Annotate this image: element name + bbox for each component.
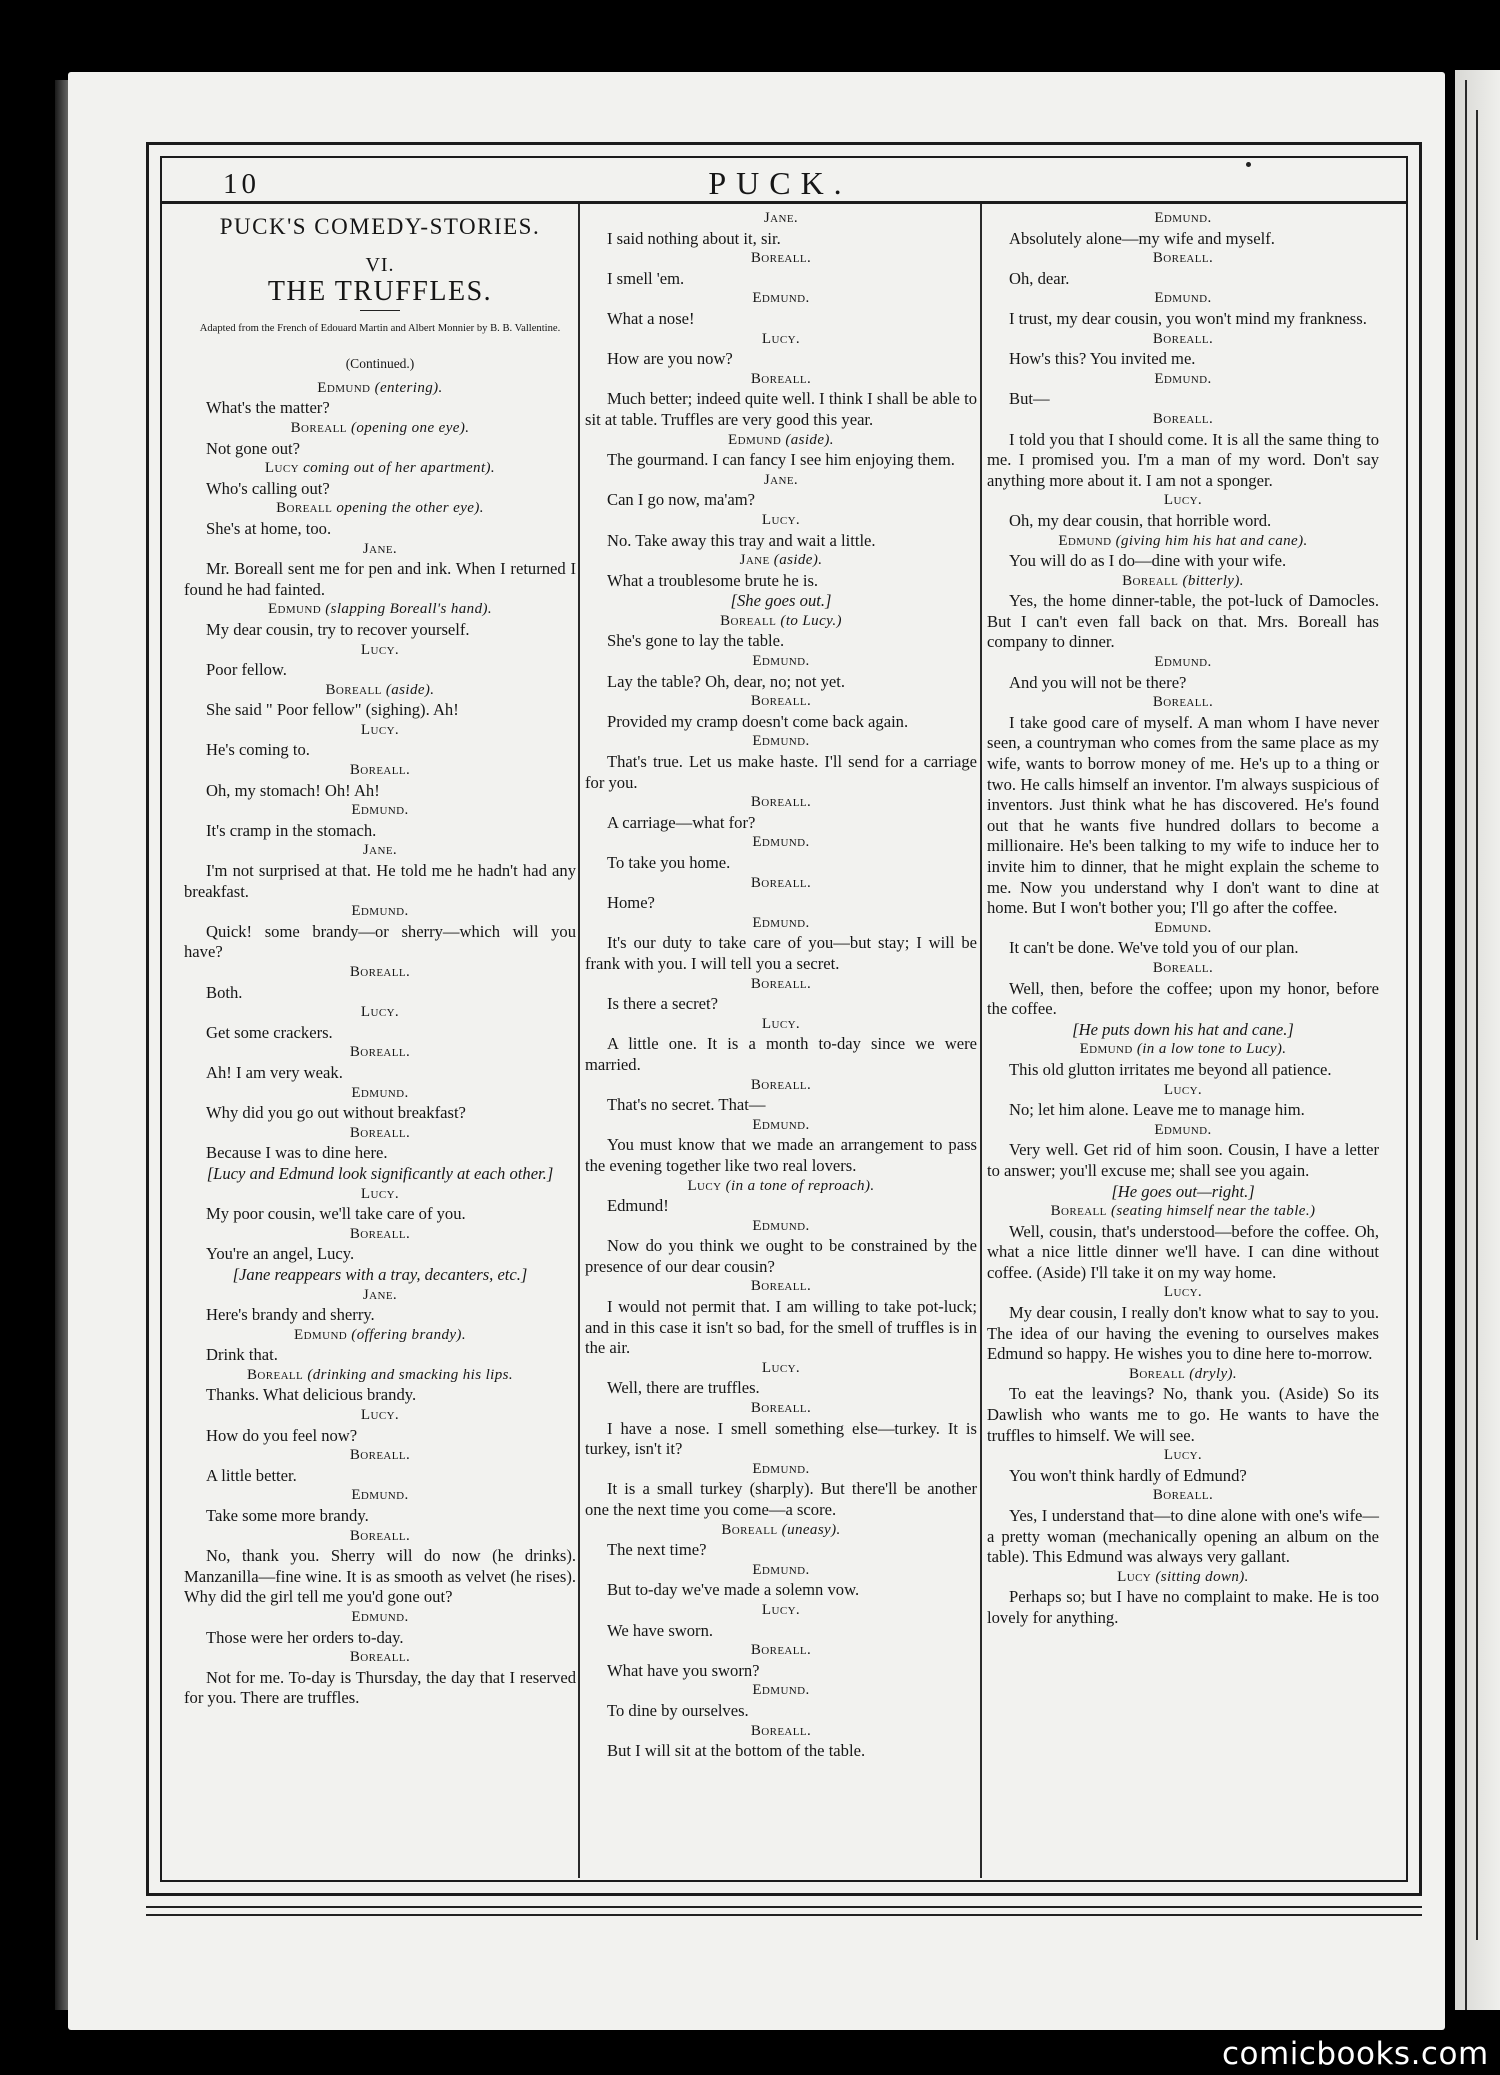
speaker-name: Edmund <box>728 431 782 448</box>
speaker-heading <box>987 1040 1379 1060</box>
speaker-heading <box>585 732 977 752</box>
speaker-name: Edmund. <box>752 1217 810 1234</box>
speaker-heading <box>184 1406 576 1426</box>
dialogue-line: Well, there are truffles. <box>607 1378 760 1398</box>
speaker-heading <box>585 1015 977 1035</box>
speaker-name: Lucy. <box>761 330 801 347</box>
speaker-heading <box>987 1446 1379 1466</box>
speaker-name: Boreall. <box>750 250 812 267</box>
speaker-name: Edmund. <box>752 1460 810 1477</box>
stage-note: [She goes out.] <box>730 591 832 611</box>
speaker-name: Boreall. <box>1152 959 1214 976</box>
speaker-name: Boreall. <box>750 874 812 891</box>
speaker-name: Boreall. <box>750 1722 812 1739</box>
speaker-heading <box>987 249 1379 269</box>
dialogue-line: A little one. It is a month to-day since we were married. <box>585 1034 977 1074</box>
speaker-name: Boreall. <box>750 975 812 992</box>
speaker-heading <box>585 692 977 712</box>
speaker-heading <box>585 652 977 672</box>
speaker-heading <box>184 641 576 661</box>
speaker-heading <box>184 1446 576 1466</box>
bottom-rule <box>146 1906 1422 1908</box>
speaker-heading <box>585 1601 977 1621</box>
dialogue-line: It is a small turkey (sharply). But there'll be another one the next time you come—a score. <box>585 1479 977 1519</box>
stage-direction: opening the other eye). <box>336 500 484 517</box>
masthead-title: PUCK. <box>708 165 852 201</box>
dialogue-line: Yes, the home dinner-table, the pot-luck of Damocles. But I can't even fall back on that. Mrs. Boreall has company to dinner. <box>987 591 1379 652</box>
speaker-heading <box>987 532 1379 552</box>
speaker-heading <box>585 1116 977 1136</box>
continued-label: (Continued.) <box>345 356 415 372</box>
stage-note: [He puts down his hat and cane.] <box>1072 1019 1294 1039</box>
speaker-heading <box>987 1202 1379 1222</box>
speaker-name: Edmund. <box>752 834 810 851</box>
speaker-name: Jane. <box>763 210 799 226</box>
dialogue-line: You must know that we made an arrangement to pass the evening together like two real lovers. <box>585 1135 977 1175</box>
speaker-name: Lucy. <box>360 641 400 658</box>
speaker-heading <box>585 793 977 813</box>
speaker-heading <box>585 1217 977 1237</box>
speaker-name: Edmund. <box>1154 1121 1212 1138</box>
speaker-name: Edmund. <box>752 290 810 307</box>
speaker-heading <box>987 289 1379 309</box>
dialogue-line: She's gone to lay the table. <box>607 631 785 651</box>
speaker-heading <box>987 330 1379 350</box>
speaker-heading <box>987 919 1379 939</box>
dialogue-line: I would not permit that. I am willing to take pot-luck; and in this case it isn't so bad, for the smell of truffles is in the air. <box>585 1297 977 1358</box>
dialogue-line: A little better. <box>206 1465 297 1485</box>
dialogue-line: Much better; indeed quite well. I think I shall be able to sit at table. Truffles are very good this year. <box>585 389 977 429</box>
speaker-heading <box>585 1681 977 1701</box>
dialogue-line: Poor fellow. <box>206 660 287 680</box>
speaker-heading <box>184 902 576 922</box>
speaker-name: Boreall <box>325 681 382 698</box>
speaker-name: Boreall. <box>349 1527 411 1544</box>
dialogue-line: Absolutely alone—my wife and myself. <box>1009 228 1275 248</box>
dialogue-line: Take some more brandy. <box>206 1506 369 1526</box>
speaker-heading <box>184 1648 576 1668</box>
speaker-name: Boreall. <box>750 1400 812 1417</box>
speaker-heading <box>184 1326 576 1346</box>
dialogue-line: I have a nose. I smell something else—turkey. It is turkey, isn't it? <box>585 1418 977 1459</box>
page-number: 10 <box>223 168 260 200</box>
speaker-heading <box>987 572 1379 592</box>
dialogue-line: Oh, my dear cousin, that horrible word. <box>1009 510 1272 530</box>
speaker-name: Boreall <box>720 612 777 629</box>
speaker-heading <box>184 1286 576 1306</box>
speaker-name: Edmund <box>317 379 371 396</box>
dialogue-line: I smell 'em. <box>607 268 685 288</box>
speaker-heading <box>585 1641 977 1661</box>
speaker-heading <box>585 874 977 894</box>
speaker-name: Boreall. <box>1152 1487 1214 1504</box>
speaker-name: Lucy. <box>360 1407 400 1424</box>
speaker-name: Boreall. <box>349 1649 411 1666</box>
dialogue-line: You will do as I do—dine with your wife. <box>1009 551 1287 571</box>
dialogue-line: Perhaps so; but I have no complaint to make. He is too lovely for anything. <box>987 1587 1379 1627</box>
text-column-3 <box>987 209 1379 1629</box>
facing-page-rule <box>1476 110 1478 1940</box>
dialogue-line: Not gone out? <box>206 438 301 458</box>
speaker-heading <box>585 431 977 451</box>
dialogue-line: How are you now? <box>607 349 733 369</box>
speaker-heading <box>184 761 576 781</box>
speaker-heading <box>987 1365 1379 1385</box>
dialogue-line: Very well. Get rid of him soon. Cousin, I have a letter to answer; you'll excuse me; shall see you again. <box>987 1140 1379 1180</box>
speaker-heading <box>184 1043 576 1063</box>
speaker-name: Boreall. <box>1152 250 1214 267</box>
speaker-heading <box>987 410 1379 430</box>
stage-direction: (drinking and smacking his lips. <box>307 1366 514 1383</box>
speaker-name: Edmund. <box>351 802 409 819</box>
speaker-heading <box>184 1084 576 1104</box>
speaker-name: Edmund <box>1058 532 1112 549</box>
speaker-heading <box>184 841 576 861</box>
speaker-name: Edmund <box>267 601 322 618</box>
dialogue-line: It's cramp in the stomach. <box>206 820 377 840</box>
speaker-name: Boreall <box>721 1521 778 1538</box>
speaker-heading <box>987 491 1379 511</box>
speaker-name: Lucy <box>1117 1568 1152 1585</box>
speaker-heading <box>987 693 1379 713</box>
speaker-heading <box>184 1003 576 1023</box>
speaker-name: Edmund. <box>1154 370 1212 387</box>
dialogue-line: But to-day we've made a solemn vow. <box>607 1580 860 1600</box>
stage-direction: (aside). <box>773 552 823 569</box>
speaker-heading <box>585 1460 977 1480</box>
speaker-heading <box>987 1121 1379 1141</box>
dialogue-line: Why did you go out without breakfast? <box>206 1103 466 1123</box>
print-speck <box>1246 162 1251 167</box>
dialogue-line: My dear cousin, try to recover yourself. <box>206 619 470 639</box>
speaker-name: Boreall. <box>349 762 411 779</box>
speaker-name: Lucy. <box>1163 1081 1203 1098</box>
speaker-heading <box>987 959 1379 979</box>
speaker-heading <box>987 653 1379 673</box>
dialogue-line: Home? <box>607 893 655 913</box>
dialogue-line: And you will not be there? <box>1009 672 1187 692</box>
dialogue-line: You won't think hardly of Edmund? <box>1009 1465 1247 1485</box>
speaker-name: Edmund. <box>1154 210 1212 226</box>
text-column-2 <box>585 209 977 1762</box>
speaker-name: Edmund. <box>752 1116 810 1133</box>
dialogue-line: What's the matter? <box>206 398 330 418</box>
dialogue-line: He's coming to. <box>206 740 310 760</box>
speaker-name: Jane. <box>763 471 799 488</box>
speaker-heading <box>184 499 576 519</box>
speaker-heading <box>184 459 576 479</box>
dialogue-line: But I will sit at the bottom of the table. <box>607 1741 866 1761</box>
speaker-name: Edmund. <box>752 1682 810 1699</box>
dialogue-line: She said " Poor fellow" (sighing). Ah! <box>206 700 459 720</box>
speaker-name: Jane. <box>362 1286 398 1303</box>
stage-direction: (entering). <box>374 379 443 396</box>
speaker-name: Edmund. <box>351 1609 409 1625</box>
speaker-name: Lucy. <box>360 721 400 738</box>
speaker-name: Boreall. <box>750 1278 812 1295</box>
dialogue-line: Thanks. What delicious brandy. <box>206 1385 417 1405</box>
speaker-heading <box>585 975 977 995</box>
speaker-name: Boreall. <box>349 1124 411 1141</box>
speaker-name: Boreall. <box>750 693 812 710</box>
dialogue-line: How do you feel now? <box>206 1425 358 1445</box>
speaker-heading <box>585 289 977 309</box>
speaker-name: Edmund. <box>752 733 810 750</box>
dialogue-line: How's this? You invited me. <box>1009 349 1196 369</box>
speaker-heading <box>987 370 1379 390</box>
speaker-heading <box>585 209 977 229</box>
speaker-name: Jane. <box>362 540 398 557</box>
speaker-name: Edmund. <box>351 1487 409 1504</box>
speaker-heading <box>184 1185 576 1205</box>
stage-direction: (aside). <box>785 431 834 448</box>
speaker-heading <box>987 1568 1379 1588</box>
dialogue-line: I said nothing about it, sir. <box>607 228 781 248</box>
speaker-heading <box>184 540 576 560</box>
adaptation-credit: Adapted from the French of Edouard Martin and Albert Monnier by B. B. Vallentine. <box>199 323 561 335</box>
speaker-name: Jane <box>739 552 770 569</box>
text-column-1 <box>184 209 576 1709</box>
dialogue-line: Because I was to dine here. <box>206 1143 388 1163</box>
stage-direction: (sitting down). <box>1155 1568 1249 1585</box>
speaker-heading <box>585 1076 977 1096</box>
speaker-heading <box>585 1277 977 1297</box>
speaker-name: Edmund. <box>351 903 409 920</box>
dialogue-line: Well, cousin, that's understood—before the coffee. Oh, what a nice little dinner we'll have. I can dine without coffee. (Aside) I'll take it on my way home. <box>987 1221 1379 1282</box>
dialogue-line: This old glutton irritates me beyond all patience. <box>1009 1059 1332 1079</box>
dialogue-line: I'm not surprised at that. He told me he hadn't had any breakfast. <box>184 861 576 901</box>
speaker-heading <box>585 1561 977 1581</box>
column-rule <box>980 204 982 1878</box>
speaker-name: Edmund. <box>752 914 810 931</box>
dialogue-line: Get some crackers. <box>206 1022 333 1042</box>
speaker-heading <box>184 1225 576 1245</box>
speaker-name: Boreall. <box>349 1225 411 1242</box>
speaker-name: Edmund. <box>1154 919 1212 936</box>
speaker-name: Edmund. <box>1154 654 1212 671</box>
dialogue-line: Both. <box>206 982 243 1002</box>
stage-note: [Jane reappears with a tray, decanters, etc.] <box>232 1264 528 1284</box>
stage-direction: (bitterly). <box>1182 572 1244 589</box>
stage-direction: (in a tone of reproach). <box>725 1177 875 1194</box>
speaker-name: Boreall. <box>1152 694 1214 711</box>
dialogue-line: We have sworn. <box>607 1620 714 1640</box>
stage-note: [Lucy and Edmund look significantly at each other.] <box>206 1163 554 1183</box>
speaker-name: Boreall. <box>1152 330 1214 347</box>
dialogue-line: Can I go now, ma'am? <box>607 490 755 510</box>
speaker-name: Edmund. <box>351 1084 409 1101</box>
series-title: PUCK'S COMEDY-STORIES. <box>219 214 541 239</box>
speaker-name: Lucy <box>264 460 299 477</box>
speaker-heading <box>184 1124 576 1144</box>
dialogue-line: My poor cousin, we'll take care of you. <box>206 1204 466 1224</box>
dialogue-line: Yes, I understand that—to dine alone with one's wife—a pretty woman (mechanically opening an album on the table). This Edmund was always very gallant. <box>987 1506 1379 1567</box>
facing-page-rule <box>1465 80 1467 2010</box>
speaker-name: Boreall. <box>750 1642 812 1659</box>
dialogue-line: The gourmand. I can fancy I see him enjoying them. <box>607 450 955 470</box>
speaker-heading <box>184 1608 576 1628</box>
speaker-name: Lucy. <box>360 1004 400 1021</box>
stage-direction: (dryly). <box>1189 1365 1238 1382</box>
speaker-name: Boreall. <box>750 370 812 387</box>
dialogue-line: It can't be done. We've told you of our plan. <box>1009 938 1299 958</box>
dialogue-line: Not for me. To-day is Thursday, the day that I reserved for you. There are truffles. <box>184 1667 576 1708</box>
speaker-heading <box>184 600 576 620</box>
speaker-heading <box>585 551 977 571</box>
column-rule <box>578 204 580 1878</box>
speaker-heading <box>987 1081 1379 1101</box>
speaker-heading <box>987 209 1379 229</box>
speaker-name: Lucy. <box>360 1185 400 1202</box>
speaker-heading <box>184 681 576 701</box>
dialogue-line: Mr. Boreall sent me for pen and ink. When I returned I found he had fainted. <box>184 559 576 599</box>
dialogue-line: A carriage—what for? <box>607 812 756 832</box>
speaker-heading <box>585 914 977 934</box>
speaker-heading <box>184 721 576 741</box>
speaker-heading <box>585 330 977 350</box>
speaker-heading <box>585 471 977 491</box>
stage-direction: (giving him his hat and cane). <box>1115 532 1308 549</box>
dialogue-line: My dear cousin, I really don't know what to say to you. The idea of our having the evening to ourselves makes Edmund so happy. He wishes you to dine here to-morrow. <box>987 1303 1379 1364</box>
title-rule <box>360 310 400 311</box>
speaker-name: Edmund. <box>752 653 810 670</box>
stage-direction: (slapping Boreall's hand). <box>325 601 493 618</box>
stage-direction: (in a low tone to Lucy). <box>1136 1041 1287 1058</box>
stage-direction: (offering brandy). <box>351 1326 466 1343</box>
dialogue-line: You're an angel, Lucy. <box>206 1244 355 1264</box>
dialogue-line: To dine by ourselves. <box>607 1700 749 1720</box>
dialogue-line: Provided my cramp doesn't come back again. <box>607 711 909 731</box>
dialogue-line: That's no secret. That— <box>607 1095 766 1115</box>
dialogue-line: No. Take away this tray and wait a little. <box>607 530 876 550</box>
site-watermark: comicbooks.com <box>1222 2036 1489 2072</box>
dialogue-line: To take you home. <box>607 853 731 872</box>
speaker-name: Boreall <box>246 1366 304 1383</box>
speaker-name: Edmund. <box>1154 290 1212 307</box>
stage-direction: (uneasy). <box>781 1521 841 1538</box>
speaker-name: Boreall. <box>750 794 812 811</box>
dialogue-line: Drink that. <box>206 1345 278 1365</box>
dialogue-line: It's our duty to take care of you—but stay; I will be frank with you. I will tell you a secret. <box>585 933 977 973</box>
speaker-heading <box>585 511 977 531</box>
stage-direction: coming out of her apartment). <box>303 460 496 477</box>
speaker-heading <box>585 833 977 853</box>
speaker-name: Boreall. <box>349 1044 411 1061</box>
speaker-name: Boreall <box>290 419 347 436</box>
speaker-heading <box>184 1527 576 1547</box>
dialogue-line: I take good care of myself. A man whom I have never seen, a countryman who comes from the same place as my wife, wants to borrow money of me. He's up to a thing or two. He calls himself an inventor. I'm always suspicious of inventors. Just think what he has discovered. He's found out that he wants five hundred dollars to become a millionaire. He's been talking to my wife to induce her to invite him to dinner, that he might explain the scheme to me. Now you understand why I don't want to dine at home. But I won't bother you; I'll go after the coffee. <box>987 712 1379 918</box>
dialogue-line: Is there a secret? <box>607 994 719 1014</box>
speaker-heading <box>184 419 576 439</box>
speaker-name: Lucy. <box>761 1601 801 1618</box>
story-number: VI. <box>365 254 395 276</box>
dialogue-line: No; let him alone. Leave me to manage him. <box>1009 1100 1305 1120</box>
bottom-rule <box>146 1914 1422 1916</box>
dialogue-line: Well, then, before the coffee; upon my honor, before the coffee. <box>987 978 1379 1019</box>
speaker-name: Boreall <box>1128 1365 1186 1382</box>
speaker-name: Boreall <box>1050 1203 1107 1220</box>
speaker-heading <box>184 963 576 983</box>
dialogue-line: She's at home, too. <box>206 518 332 538</box>
speaker-heading <box>585 370 977 390</box>
speaker-name: Edmund. <box>752 1561 810 1578</box>
dialogue-line: Oh, dear. <box>1009 268 1070 288</box>
speaker-heading <box>585 1177 977 1197</box>
speaker-heading <box>585 1521 977 1541</box>
speaker-heading <box>184 801 576 821</box>
speaker-name: Boreall. <box>750 1076 812 1093</box>
story-title: THE TRUFFLES. <box>267 275 493 307</box>
dialogue-line: Lay the table? Oh, dear, no; not yet. <box>607 671 846 691</box>
stage-note: [He goes out—right.] <box>1111 1181 1255 1201</box>
speaker-heading <box>585 1722 977 1742</box>
dialogue-line: Here's brandy and sherry. <box>206 1305 375 1325</box>
dialogue-line: What have you sworn? <box>607 1660 760 1680</box>
stage-direction: (to Lucy.) <box>780 612 842 629</box>
speaker-name: Lucy. <box>761 1359 801 1376</box>
dialogue-line: That's true. Let us make haste. I'll send for a carriage for you. <box>585 752 977 792</box>
speaker-name: Jane. <box>362 842 398 859</box>
dialogue-line: What a nose! <box>607 308 695 328</box>
dialogue-line: No, thank you. Sherry will do now (he drinks). Manzanilla—fine wine. It is as smooth as velvet (he rises). Why did the girl tell me you'd gone out? <box>184 1546 576 1607</box>
dialogue-line: Quick! some brandy—or sherry—which will you have? <box>184 921 576 962</box>
speaker-name: Edmund <box>294 1326 348 1343</box>
speaker-heading <box>585 249 977 269</box>
dialogue-line: Oh, my stomach! Oh! Ah! <box>206 780 380 800</box>
speaker-heading <box>585 1359 977 1379</box>
speaker-name: Lucy. <box>761 1015 801 1032</box>
dialogue-line: What a troublesome brute he is. <box>607 570 819 590</box>
speaker-name: Lucy. <box>1163 492 1203 509</box>
speaker-name: Boreall. <box>349 964 411 980</box>
speaker-heading <box>987 1486 1379 1506</box>
speaker-heading <box>585 612 977 632</box>
dialogue-line: The next time? <box>607 1540 707 1560</box>
speaker-heading <box>184 1486 576 1506</box>
dialogue-line: Now do you think we ought to be constrained by the presence of our dear cousin? <box>585 1236 977 1276</box>
dialogue-line: Ah! I am very weak. <box>206 1062 343 1082</box>
speaker-heading <box>585 1399 977 1419</box>
speaker-name: Lucy. <box>761 511 801 528</box>
stage-direction: (opening one eye). <box>350 419 470 436</box>
stage-direction: (aside). <box>385 681 435 698</box>
speaker-name: Lucy <box>687 1177 722 1194</box>
speaker-name: Edmund <box>1079 1041 1133 1058</box>
dialogue-line: Who's calling out? <box>206 478 330 498</box>
speaker-name: Boreall <box>276 500 333 517</box>
speaker-name: Lucy. <box>1163 1447 1203 1464</box>
dialogue-line: I told you that I should come. It is all the same thing to me. I promised you. I'm a man of my word. Don't say anything more about it. I am not a sponger. <box>987 429 1379 490</box>
dialogue-line: I trust, my dear cousin, you won't mind my frankness. <box>1009 308 1367 328</box>
dialogue-line: But— <box>1009 389 1050 409</box>
speaker-name: Lucy. <box>1163 1284 1203 1301</box>
stage-direction: (seating himself near the table.) <box>1110 1203 1316 1220</box>
speaker-heading <box>987 1283 1379 1303</box>
speaker-heading <box>184 379 576 399</box>
speaker-name: Boreall. <box>349 1447 411 1464</box>
dialogue-line: Edmund! <box>607 1196 669 1216</box>
speaker-heading <box>184 1366 576 1386</box>
speaker-name: Boreall. <box>1152 410 1214 427</box>
dialogue-line: Those were her orders to-day. <box>206 1627 404 1647</box>
dialogue-line: To eat the leavings? No, thank you. (Aside) So its Dawlish who wants me to go. He wants to have the truffles to himself. We will see. <box>987 1384 1379 1445</box>
speaker-name: Boreall <box>1122 572 1179 589</box>
